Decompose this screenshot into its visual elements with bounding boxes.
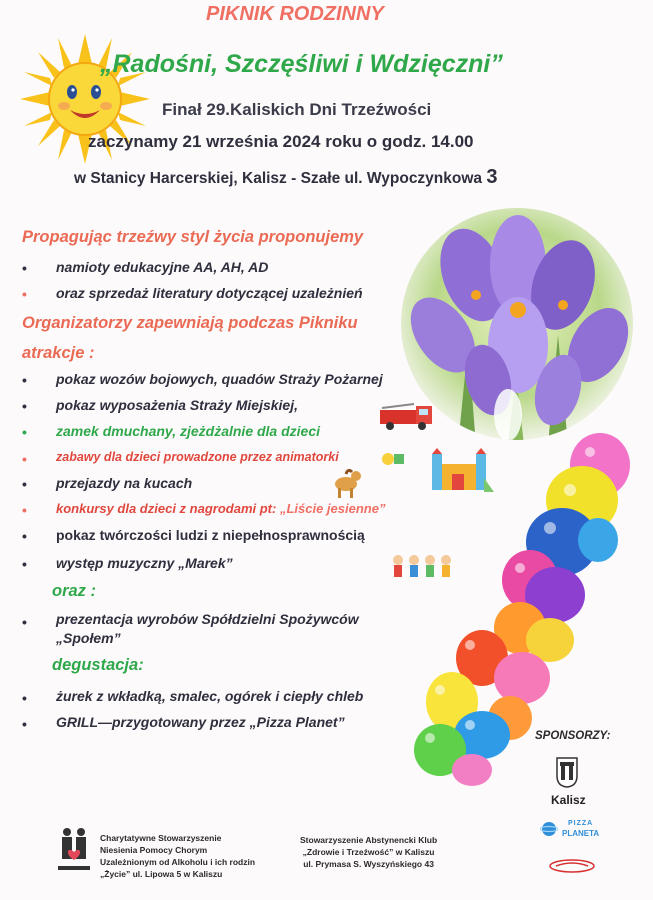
footer-center-line: „Zdrowie i Trzeźwość” w Kaliszu [302,847,435,857]
list-item: oraz sprzedaż literatury dotyczącej uzależnień [56,285,363,301]
bullet: • [22,556,27,572]
section2-subheading: atrakcje : [22,344,95,362]
planet-icon [540,820,558,838]
pizza-label: PIZZA [568,820,594,827]
list-item: prezentacja wyrobów Spółdzielni Spożywców [56,611,359,627]
toy-icon [380,450,408,468]
sponsor-logo-icon [548,858,596,874]
bullet: • [22,424,27,440]
list-item: żurek z wkładką, smalec, ogórek i ciepły chleb [56,688,364,704]
bullet: • [22,690,27,706]
pony-icon [328,466,362,500]
bullet: • [22,451,27,467]
list-item: pokaz twórczości ludzi z niepełnosprawnością [56,527,365,543]
footer-left-line: Charytatywne Stowarzyszenie [100,833,222,843]
list-item: zamek dmuchany, zjeżdżalnie dla dzieci [56,423,321,439]
bullet: • [22,614,27,630]
association-logo-icon [56,826,92,874]
header-line-date: zaczynamy 21 września 2024 roku o godz. 14.00 [88,132,474,151]
bullet: • [22,286,27,302]
list-item-continuation: „Społem” [56,630,121,646]
bullet: • [22,476,27,492]
list-item: zabawy dla dzieci prowadzone przez animatorki [56,450,339,464]
kalisz-sponsor-label: Kalisz [551,793,586,807]
footer-center-line: ul. Prymasa S. Wyszyńskiego 43 [303,859,434,869]
section2-heading: Organizatorzy zapewniają podczas Pikniku [22,314,358,332]
location-number: 3 [486,166,498,188]
footer-center [300,834,437,870]
section1-heading: Propagując trzeźwy styl życia proponujemy [22,228,364,246]
bullet: • [22,502,27,518]
footer-center-line: Stowarzyszenie Abstynencki Klub [300,835,438,845]
list-item [56,501,385,516]
footer-left-line: „Życie” ul. Lipowa 5 w Kaliszu [100,869,223,879]
bullet: • [22,372,27,388]
section3-heading: oraz : [52,582,97,600]
footer-left-line: Niesienia Pomocy Chorym [100,845,208,855]
list-item: GRILL—przygotowany przez „Pizza Planet” [56,714,345,730]
list-item: przejazdy na kucach [56,475,193,491]
location-text: w Stanicy Harcerskiej, Kalisz - Szałe ul. Wypoczynkowa [74,170,483,187]
poster-title: PIKNIK RODZINNY [206,3,384,25]
poster-motto: „Radośni, Szczęśliwi i Wdzięczni” [100,50,503,78]
bullet: • [22,260,27,276]
footer-left-line: Uzależnionym od Alkoholu i ich rodzin [100,857,256,867]
footer-left [100,832,255,880]
section4-heading: degustacja: [52,656,144,674]
kalisz-crest-icon [555,756,579,788]
contest-title: „Liście jesienne” [279,501,386,516]
planeta-label: PLANETA [562,829,600,838]
fire-truck-icon [378,402,434,432]
header-line-final: Finał 29.Kaliskich Dni Trzeźwości [162,100,432,119]
list-item: występ muzyczny „Marek” [56,555,233,571]
list-item: pokaz wozów bojowych, quadów Straży Pożarnej [56,371,383,387]
pizza-planeta-logo [540,818,620,844]
list-item: pokaz wyposażenia Straży Miejskiej, [56,397,298,413]
sponsors-heading: SPONSORZY: [535,730,611,742]
bullet: • [22,716,27,732]
header-line-location [74,166,497,189]
list-item: namioty edukacyjne AA, AH, AD [56,259,269,275]
contest-label: konkursy dla dzieci z nagrodami pt: [56,501,277,516]
bullet: • [22,398,27,414]
bullet: • [22,528,27,544]
